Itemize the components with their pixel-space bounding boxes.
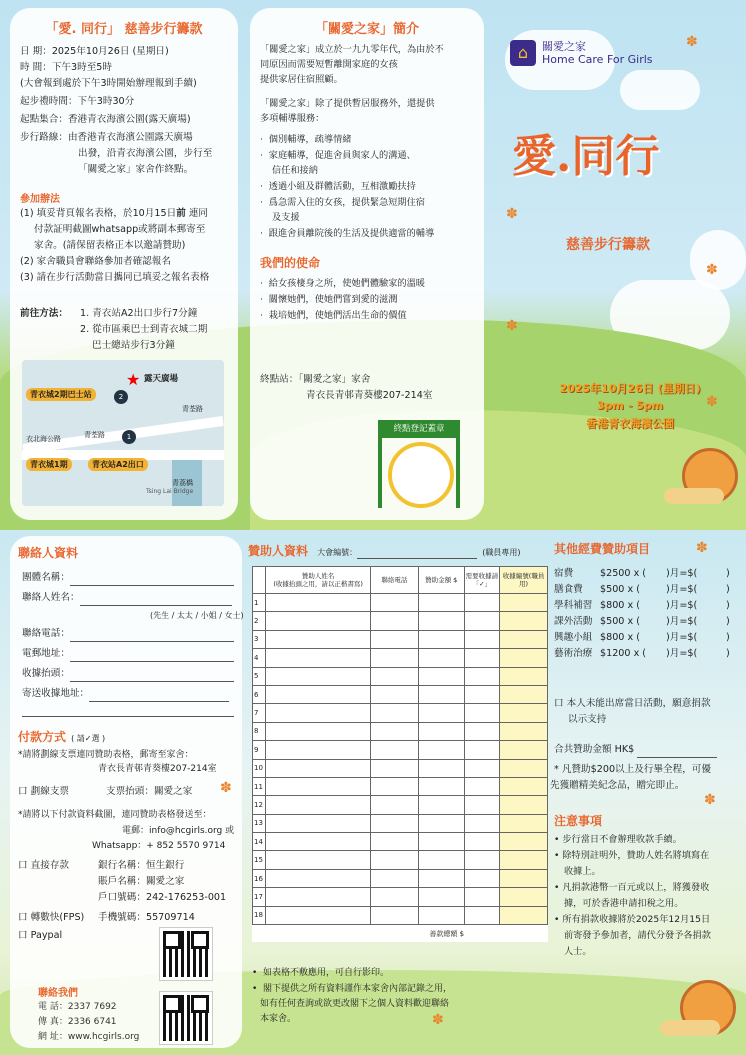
fps-number: 手機號碼：55709714 [98, 912, 195, 923]
notice-title: 注意事項 [554, 814, 603, 828]
receipt-needed-cell[interactable] [464, 814, 500, 832]
home-address: 青衣長青邨青葵樓207-214室 [98, 764, 217, 774]
intro-p2: 多項輔導服務： [260, 113, 325, 124]
col-index [253, 567, 266, 594]
form-page [0, 530, 746, 1055]
receipt-no-cell[interactable] [500, 685, 548, 703]
leaf-icon: ✽ [686, 34, 698, 50]
row-index: 6 [253, 685, 266, 703]
absent-checkbox[interactable]: 口 本人未能出席當日活動，願意捐款 [554, 698, 711, 709]
amount-cell[interactable] [418, 630, 464, 648]
amount-cell[interactable] [418, 667, 464, 685]
transfer-note: *請將以下付款資料截圖，連同贊助表格發送至： [18, 810, 212, 820]
website-qr-code [160, 992, 212, 1044]
contact-whatsapp: Whatsapp：+ 852 5570 9714 [92, 841, 226, 851]
service-item: · 家庭輔導，促進舍員與家人的溝通、 [260, 150, 416, 161]
end-point-address: 青衣長青邨青葵樓207-214室 [306, 390, 433, 401]
map-exit: 青衣站A2出口 [88, 458, 148, 471]
phone-cell[interactable] [370, 630, 418, 648]
row-index: 5 [253, 667, 266, 685]
payment-title-row [18, 726, 105, 745]
expense-name: 課外活動 [554, 616, 593, 627]
leaf-icon: ✽ [706, 394, 718, 410]
table-row [253, 630, 548, 648]
amount-cell[interactable] [418, 814, 464, 832]
cover-time: 3pm - 5pm [596, 399, 664, 412]
service-item-cont: 及支援 [272, 212, 300, 223]
sponsor-header [248, 540, 520, 559]
cloud-decoration [690, 230, 746, 290]
snail-body [660, 1020, 720, 1036]
absent-cont: 以示支持 [568, 714, 607, 725]
expense-end: ) [726, 648, 730, 659]
expense-end: ) [726, 568, 730, 579]
map-bus-stop: 青衣城2期巴士站 [26, 388, 96, 401]
expense-rest: )月=$( [666, 584, 698, 595]
phone-cell[interactable] [370, 869, 418, 887]
receipt-needed-cell[interactable] [464, 869, 500, 887]
table-row [253, 833, 548, 851]
amount-cell[interactable] [418, 612, 464, 630]
intro-title: 「關愛之家」簡介 [314, 22, 419, 37]
snail-decoration [664, 440, 734, 510]
receipt-no-cell[interactable] [500, 630, 548, 648]
route-map [22, 360, 224, 506]
receipt-no-cell[interactable] [500, 796, 548, 814]
expense-rest: )月=$( [666, 568, 698, 579]
sponsor-title: 贊助人資料 [248, 544, 309, 558]
gate-post [456, 438, 460, 508]
join-step-1: (1) 填妥背頁報名表格，於10月15日前 連同 [20, 208, 209, 219]
expense-amt: $800 x ( [600, 600, 640, 611]
email-field[interactable]: 電郵地址： [22, 646, 234, 662]
sponsor-name-cell[interactable] [266, 667, 371, 685]
group-name-field[interactable]: 團體名稱： [22, 570, 234, 586]
contact-us-title: 聯絡我們 [38, 988, 78, 999]
row-index: 17 [253, 888, 266, 906]
receipt-needed-cell[interactable] [464, 741, 500, 759]
row-index: 4 [253, 649, 266, 667]
map-road-label: 衣北海公路 [26, 435, 61, 443]
phone-cell[interactable] [370, 612, 418, 630]
contact-email: 電郵：info@hcgirls.org 或 [122, 826, 235, 836]
leaf-icon: ✽ [704, 792, 716, 808]
leaf-icon: ✽ [506, 206, 518, 222]
gate-post [378, 438, 382, 508]
mission-item: · 關懷她們，使她們嘗到愛的滋潤 [260, 294, 398, 305]
expense-amt: $800 x ( [600, 632, 640, 643]
staff-use-label: (職員專用) [482, 548, 521, 557]
amount-cell[interactable] [418, 796, 464, 814]
cheque-checkbox[interactable]: 口 劃線支票 [18, 786, 70, 797]
notice-item: • 凡捐款港幣一百元或以上，將獲發收 [554, 882, 710, 893]
leaf-icon: ✽ [432, 1012, 444, 1028]
row-index: 2 [253, 612, 266, 630]
join-step-1-note: 家舍。(請保留表格正本以邀請贊助) [34, 240, 186, 251]
row-index: 18 [253, 906, 266, 924]
snail-body [664, 488, 724, 504]
expense-amt: $1200 x ( [600, 648, 647, 659]
mission-title: 我們的使命 [260, 256, 321, 270]
row-index: 13 [253, 814, 266, 832]
gift-note: * 凡贊助$200以上及行畢全程，可優 [554, 764, 711, 775]
receipt-needed-cell[interactable] [464, 759, 500, 777]
event-no-field[interactable] [357, 547, 477, 559]
route-option-1: 1. 青衣站A2出口步行7分鐘 [80, 308, 198, 319]
deposit-checkbox[interactable]: 口 直接存款 [18, 860, 70, 871]
sponsor-note: • 閣下提供之所有資料謹作本家舍內部記錄之用， [252, 984, 453, 994]
col-receipt-no: 收據編號(職員用) [500, 567, 548, 594]
phone-cell[interactable] [370, 906, 418, 924]
receipt-no-cell[interactable] [500, 814, 548, 832]
expense-name: 宿費 [554, 568, 574, 579]
table-row [253, 704, 548, 722]
row-index: 16 [253, 869, 266, 887]
stamp-gate [374, 420, 464, 508]
end-point-label: 終點站：「關愛之家」家舍 [260, 374, 371, 385]
table-row [253, 667, 548, 685]
leaf-icon: ✽ [706, 262, 718, 278]
sponsor-name-cell[interactable] [266, 833, 371, 851]
stamp-circle [388, 442, 454, 508]
table-row [253, 649, 548, 667]
map-marker-2: 2 [114, 390, 128, 404]
col-amount: 贊助金額 $ [418, 567, 464, 594]
map-plaza: 露天廣場 [144, 374, 179, 384]
expense-name: 藝術治療 [554, 648, 593, 659]
notice-item-cont: 收據上。 [564, 866, 601, 877]
amount-cell[interactable] [418, 685, 464, 703]
notice-item-cont: 據，可於香港申請扣稅之用。 [564, 898, 684, 909]
table-row [253, 906, 548, 924]
map-road-label: 青荃路 [84, 431, 105, 439]
paypal-checkbox[interactable]: 口 Paypal [18, 930, 63, 941]
join-step-1-cont: 付款証明截圖whatsapp或將副本郵寄至 [34, 224, 206, 235]
payment-hint: ( 請✓選 ) [71, 734, 106, 743]
receipt-no-cell[interactable] [500, 741, 548, 759]
join-title: 參加辦法 [20, 194, 60, 205]
amount-cell[interactable] [418, 741, 464, 759]
notice-item-cont: 人士。 [564, 946, 592, 957]
receipt-no-cell[interactable] [500, 649, 548, 667]
join-step-2: (2) 家舍職員會聯絡參加者確認報名 [20, 256, 171, 267]
amount-cell[interactable] [418, 759, 464, 777]
leaf-icon: ✽ [506, 318, 518, 334]
notice-item: • 所有捐款收據將於2025年12月15日 [554, 914, 711, 925]
service-item: · 跟進舍員離院後的生活及提供適當的輔導 [260, 228, 435, 239]
receipt-needed-cell[interactable] [464, 612, 500, 630]
table-row [253, 888, 548, 906]
receipt-no-cell[interactable] [500, 833, 548, 851]
table-row [253, 612, 548, 630]
sponsor-name-cell[interactable] [266, 869, 371, 887]
join-step-3: (3) 請在步行活動當日攜同已填妥之報名表格 [20, 272, 210, 283]
route-option-2: 2. 從市區乘巴士到青衣城二期 [80, 324, 208, 335]
col-sponsor-name: 贊助人姓名 (收據抬頭之用，請以正楷書寫) [266, 567, 371, 594]
org-name-en: Home Care For Girls [542, 53, 653, 66]
amount-cell[interactable] [418, 594, 464, 612]
phone-cell[interactable] [370, 594, 418, 612]
phone-cell[interactable] [370, 796, 418, 814]
receipt-needed-cell[interactable] [464, 630, 500, 648]
walk-title: 「愛. 同行」 慈善步行籌款 [45, 22, 203, 37]
mission-item: · 給女孩棲身之所，使她們體驗家的溫暖 [260, 278, 425, 289]
cloud-decoration [620, 70, 700, 110]
contact-fax: 傳 真：2336 6741 [38, 1017, 117, 1027]
walk-route-cont: 出發，沿青衣海濱公園，步行至 [78, 148, 213, 159]
phone-cell[interactable] [370, 759, 418, 777]
table-row [253, 685, 548, 703]
phone-cell[interactable] [370, 777, 418, 795]
amount-cell[interactable] [418, 704, 464, 722]
sponsor-note-cont: 本家舍。 [260, 1014, 297, 1024]
receipt-no-cell[interactable] [500, 888, 548, 906]
total-field[interactable] [464, 925, 547, 943]
row-index: 7 [253, 704, 266, 722]
walk-route-end: 「關愛之家」家舍作終點。 [78, 164, 194, 175]
amount-cell[interactable] [418, 833, 464, 851]
receipt-needed-cell[interactable] [464, 796, 500, 814]
notice-item: • 步行當日不會辦理收款手續。 [554, 834, 682, 845]
phone-cell[interactable] [370, 704, 418, 722]
receipt-no-cell[interactable] [500, 759, 548, 777]
walk-route: 步行路線：由香港青衣海濱公園露天廣場 [20, 132, 193, 143]
map-marker-1: 1 [122, 430, 136, 444]
receipt-no-cell[interactable] [500, 667, 548, 685]
row-index: 14 [253, 833, 266, 851]
walk-date: 日 期：2025年10月26日 (星期日) [20, 46, 169, 57]
amount-cell[interactable] [418, 722, 464, 740]
receipt-needed-cell[interactable] [464, 906, 500, 924]
intro-p1: 同原因而需要短暫離開家庭的女孩 [260, 59, 398, 70]
receipt-needed-cell[interactable] [464, 704, 500, 722]
receipt-no-cell[interactable] [500, 851, 548, 869]
amount-cell[interactable] [418, 906, 464, 924]
table-row [253, 759, 548, 777]
table-row [253, 741, 548, 759]
route-option-2-cont: 巴士總站步行3分鐘 [92, 340, 175, 351]
snail-decoration [660, 970, 732, 1042]
amount-cell[interactable] [418, 869, 464, 887]
contact-panel [10, 536, 242, 1048]
expense-amt: $500 x ( [600, 616, 640, 627]
table-row [253, 869, 548, 887]
row-index: 10 [253, 759, 266, 777]
receipt-needed-cell[interactable] [464, 777, 500, 795]
cheque-note: *請將劃線支票連同贊助表格，郵寄至家舍： [18, 750, 194, 760]
phone-cell[interactable] [370, 814, 418, 832]
map-bridge-en: Tsing Lai Bridge [146, 488, 194, 495]
expense-rest: )月=$( [666, 600, 698, 611]
expense-rest: )月=$( [666, 632, 698, 643]
table-row [253, 722, 548, 740]
phone-cell[interactable] [370, 685, 418, 703]
walk-time: 時 間：下午3時至5時 [20, 62, 113, 73]
row-index: 11 [253, 777, 266, 795]
receipt-no-cell[interactable] [500, 906, 548, 924]
notice-item: • 除特別註明外，贊助人姓名將填寫在 [554, 850, 710, 861]
service-item-cont: 信任和接納 [272, 165, 318, 176]
map-road-label: 青荃路 [182, 405, 203, 413]
phone-cell[interactable] [370, 741, 418, 759]
expense-name: 學科補習 [554, 600, 593, 611]
receipt-no-cell[interactable] [500, 612, 548, 630]
intro-p2: 「關愛之家」除了提供暫居服務外，還提供 [260, 98, 435, 109]
sponsor-name-cell[interactable] [266, 594, 371, 612]
row-index: 15 [253, 851, 266, 869]
account-number: 戶口號碼：242-176253-001 [98, 892, 227, 903]
sponsor-name-cell[interactable] [266, 777, 371, 795]
table-row [253, 777, 548, 795]
cheque-payee: 支票抬頭：關愛之家 [106, 786, 193, 797]
amount-cell[interactable] [418, 888, 464, 906]
divider [22, 716, 234, 717]
row-index: 8 [253, 722, 266, 740]
sponsor-name-cell[interactable] [266, 612, 371, 630]
sponsor-name-cell[interactable] [266, 704, 371, 722]
map-mall: 青衣城1期 [26, 458, 72, 471]
receipt-needed-cell[interactable] [464, 722, 500, 740]
gift-note-cont: 先獲贈精美紀念品，贈完即止。 [550, 780, 685, 791]
expense-rest: )月=$( [666, 616, 698, 627]
service-item: · 爲急需入住的女孩，提供緊急短期住宿 [260, 197, 425, 208]
walk-info-panel [10, 8, 238, 520]
fps-checkbox[interactable]: 口 轉數快(FPS) [18, 912, 85, 923]
receipt-no-cell[interactable] [500, 594, 548, 612]
sponsor-name-cell[interactable] [266, 759, 371, 777]
receipt-needed-cell[interactable] [464, 833, 500, 851]
sponsor-note: • 如表格不敷應用，可自行影印。 [252, 968, 390, 978]
expense-name: 興趣小組 [554, 632, 593, 643]
account-name: 賬戶名稱：關愛之家 [98, 876, 185, 887]
house-logo-icon: ⌂ [510, 40, 536, 66]
sponsor-name-cell[interactable] [266, 851, 371, 869]
contact-name-field[interactable]: 聯絡人姓名： [22, 590, 232, 606]
row-index: 12 [253, 796, 266, 814]
row-index: 9 [253, 741, 266, 759]
cover-venue: 香港青衣海濱公園 [586, 417, 674, 430]
walk-register-note: (大會報到處於下午3時開始辦理報到手續) [20, 78, 197, 89]
receipt-no-cell[interactable] [500, 722, 548, 740]
sponsor-name-cell[interactable] [266, 796, 371, 814]
receipt-no-cell[interactable] [500, 777, 548, 795]
expense-name: 膳食費 [554, 584, 583, 595]
receipt-no-cell[interactable] [500, 704, 548, 722]
sponsor-name-cell[interactable] [266, 722, 371, 740]
cover-subtitle: 慈善步行籌款 [566, 237, 650, 253]
receipt-needed-cell[interactable] [464, 888, 500, 906]
route-label: 前往方法： [20, 308, 68, 319]
org-name-zh: 關愛之家 [542, 40, 586, 53]
col-phone: 聯絡電話 [370, 567, 418, 594]
mission-item: · 栽培她們，使她們活出生命的價值 [260, 310, 407, 321]
sponsor-name-cell[interactable] [266, 649, 371, 667]
receipt-needed-cell[interactable] [464, 649, 500, 667]
phone-cell[interactable] [370, 667, 418, 685]
table-row [253, 814, 548, 832]
sponsor-name-cell[interactable] [266, 630, 371, 648]
event-no-label: 大會編號： [317, 548, 358, 557]
total-sponsor-field[interactable]: 合共贊助金額 HK$ [554, 742, 717, 758]
stamp-label: 終點登記蓋章 [378, 420, 460, 438]
table-row [253, 851, 548, 869]
expense-amt: $2500 x ( [600, 568, 647, 579]
phone-cell[interactable] [370, 649, 418, 667]
amount-cell[interactable] [418, 777, 464, 795]
phone-cell[interactable] [370, 833, 418, 851]
contact-tel: 電 話：2337 7692 [38, 1002, 117, 1012]
star-icon: ★ [126, 370, 141, 389]
col-receipt-needed: 需要收據請「✓」 [464, 567, 500, 594]
phone-cell[interactable] [370, 722, 418, 740]
receipt-needed-cell[interactable] [464, 851, 500, 869]
expense-end: ) [726, 632, 730, 643]
row-index: 3 [253, 630, 266, 648]
receipt-needed-cell[interactable] [464, 594, 500, 612]
notice-item-cont: 前寄發予參加者，請代分發予各捐款 [564, 930, 711, 941]
sponsor-table [252, 566, 548, 942]
payment-title: 付款方式 [18, 730, 67, 744]
contact-web: 網 址：www.hcgirls.org [38, 1032, 140, 1042]
expense-end: ) [726, 616, 730, 627]
table-row [253, 594, 548, 612]
sponsor-name-cell[interactable] [266, 888, 371, 906]
row-index: 1 [253, 594, 266, 612]
receipt-address-field[interactable]: 寄送收據地址： [22, 686, 229, 702]
phone-cell[interactable] [370, 851, 418, 869]
intro-p1: 「關愛之家」成立於一九九零年代，為由於不 [260, 44, 444, 55]
walk-meeting-point: 起點集合：香港青衣海濱公園(露天廣場) [20, 114, 191, 125]
receipt-needed-cell[interactable] [464, 685, 500, 703]
bank-name: 銀行名稱：恒生銀行 [98, 860, 185, 871]
map-bridge: 青荔橋 [172, 479, 193, 487]
amount-cell[interactable] [418, 649, 464, 667]
cover-title: 愛.同行 [512, 131, 660, 182]
intro-p1: 提供家居住宿照顧。 [260, 74, 343, 85]
amount-cell[interactable] [418, 851, 464, 869]
expense-end: ) [726, 600, 730, 611]
title-hint: (先生 / 太太 / 小姐 / 女士) [150, 611, 244, 620]
intro-panel [250, 8, 484, 520]
phone-field[interactable]: 聯絡電話： [22, 626, 234, 642]
sponsor-name-cell[interactable] [266, 741, 371, 759]
sponsor-name-cell[interactable] [266, 814, 371, 832]
receipt-title-field[interactable]: 收據抬頭： [22, 666, 234, 682]
receipt-needed-cell[interactable] [464, 667, 500, 685]
contact-title: 聯絡人資料 [18, 546, 79, 560]
service-item: · 透過小組及群體活動，互相激勵扶持 [260, 181, 416, 192]
leaf-icon: ✽ [220, 780, 232, 796]
expense-end: ) [726, 584, 730, 595]
sponsor-name-cell[interactable] [266, 906, 371, 924]
other-title: 其他經費贊助項目 [554, 542, 651, 556]
expense-rest: )月=$( [666, 648, 698, 659]
total-label: 善款總額 $ [429, 929, 465, 938]
walk-start-time: 起步禮時間：下午3時30分 [20, 96, 135, 107]
table-row [253, 796, 548, 814]
sponsor-name-cell[interactable] [266, 685, 371, 703]
phone-cell[interactable] [370, 888, 418, 906]
paypal-qr-code [160, 928, 212, 980]
expense-amt: $500 x ( [600, 584, 640, 595]
leaf-icon: ✽ [696, 540, 708, 556]
receipt-no-cell[interactable] [500, 869, 548, 887]
cover-date: 2025年10月26日 (星期日) [559, 382, 701, 395]
sponsor-note-cont: 如有任何查詢或欲更改閣下之個人資料歡迎聯絡 [260, 999, 450, 1009]
service-item: · 個別輔導，疏導情緒 [260, 134, 352, 145]
